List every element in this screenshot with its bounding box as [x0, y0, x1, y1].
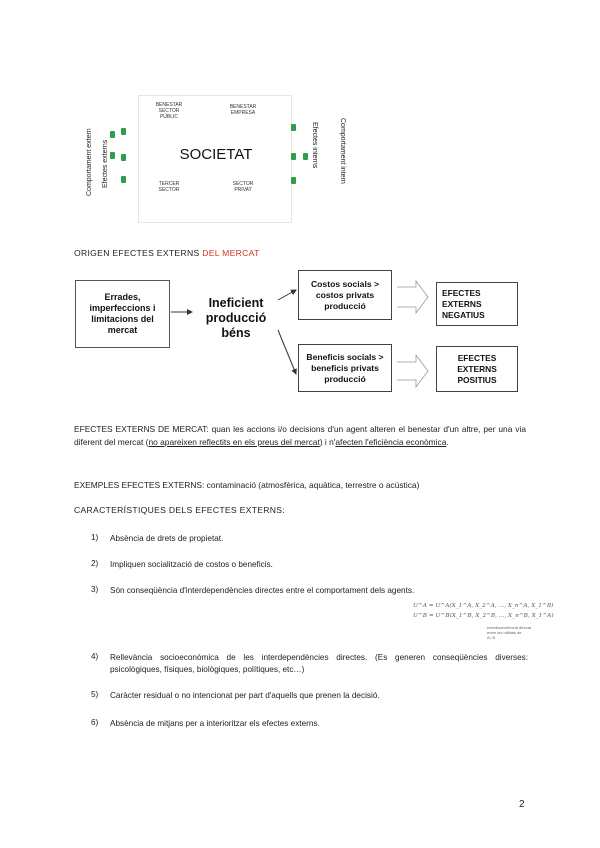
origen-title: ORIGEN EFECTES EXTERNS DEL MERCAT: [74, 248, 260, 258]
list-item: Impliquen socialització de costos o beneficis.: [110, 560, 273, 569]
arrow-center-to-bottom: [278, 330, 296, 374]
corner-bottom-left: TERCER SECTOR: [158, 181, 180, 193]
hollow-arrow-top-icon: [397, 281, 428, 313]
formula-note: A i B: [487, 635, 496, 640]
definition-underline-1: no apareixen reflectits en els preus del mercat: [148, 436, 320, 447]
label-comportament-extern: Comportament extern: [86, 128, 93, 196]
corner-top-right: BENESTAR EMPRESA: [229, 104, 257, 116]
list-item-number: 1): [91, 533, 99, 542]
box-beneficis: Beneficis socials > beneficis privats producció: [298, 344, 392, 392]
formula-note: entre les utilitats de: [487, 630, 522, 635]
label-efectes-interns: Efectes interns: [311, 122, 318, 169]
list-item-number: 3): [91, 585, 99, 594]
origen-title-highlight: DEL MERCAT: [202, 248, 260, 258]
examples-line: EXEMPLES EFECTES EXTERNS: contaminació (atmosfèrica, aquàtica, terrestre o acústica): [74, 480, 420, 490]
page-number: 2: [519, 799, 525, 810]
characteristics-title: CARACTERÍSTIQUES DELS EFECTES EXTERNS:: [74, 505, 286, 515]
list-item: Absència de mitjans per a interioritzar els efectes externs.: [110, 719, 320, 728]
list-item-number: 4): [91, 652, 99, 661]
formula-note: Interdependència directa: [487, 625, 532, 630]
origen-arrows: [0, 0, 600, 420]
societat-title: SOCIETAT: [179, 146, 253, 163]
box-ineficient: Ineficient producció béns: [205, 295, 267, 340]
box-negatius: EFECTES EXTERNS NEGATIUS: [436, 282, 518, 326]
list-item-number: 6): [91, 718, 99, 727]
list-item-number: 5): [91, 690, 99, 699]
definition-underline-2: afecten l'eficiència econòmica: [335, 436, 447, 447]
corner-top-left: BENESTAR SECTOR PÚBLIC: [155, 102, 183, 120]
definition-paragraph: EFECTES EXTERNS DE MERCAT: quan les accions i/o decisions d'un agent alteren el benestar d'un altre, per una via diferent del mercat (no apareixen reflectits en els preus del mercat) i n'afecten l'eficiència econòmica.: [74, 424, 526, 447]
box-positius: EFECTES EXTERNS POSITIUS: [436, 346, 518, 392]
list-item-number: 2): [91, 559, 99, 568]
list-item: Absència de drets de propietat.: [110, 534, 224, 543]
list-item: Rellevància socioeconòmica de les interdependències directes. (Es generen conseqüències diverses: psicològiques, físiques, biològiques, polítiques, etc…): [110, 653, 528, 674]
formula-line-2: U^B = U^B(X_1^B, X_2^B, ..., X_n^B, X_1^A): [413, 613, 554, 619]
label-efectes-externs: Efectes externs: [102, 139, 109, 188]
corner-bottom-right: SECTOR PRIVAT: [232, 181, 254, 193]
list-item: Són conseqüència d'interdependències directes entre el comportament dels agents.: [110, 586, 415, 595]
list-item: Caràcter residual o no intencionat per part d'aquells que prenen la decisió.: [110, 691, 380, 700]
box-costos: Costos socials > costos privats producció: [298, 270, 392, 320]
box-errades: Errades, imperfeccions i limitacions del mercat: [75, 280, 170, 348]
label-comportament-intern: Comportament intern: [339, 118, 346, 184]
hollow-arrow-bottom-icon: [397, 355, 428, 387]
arrow-center-to-top: [278, 290, 296, 300]
formula-line-1: U^A = U^A(X_1^A, X_2^A, ..., X_n^A, X_1^B): [413, 603, 554, 609]
